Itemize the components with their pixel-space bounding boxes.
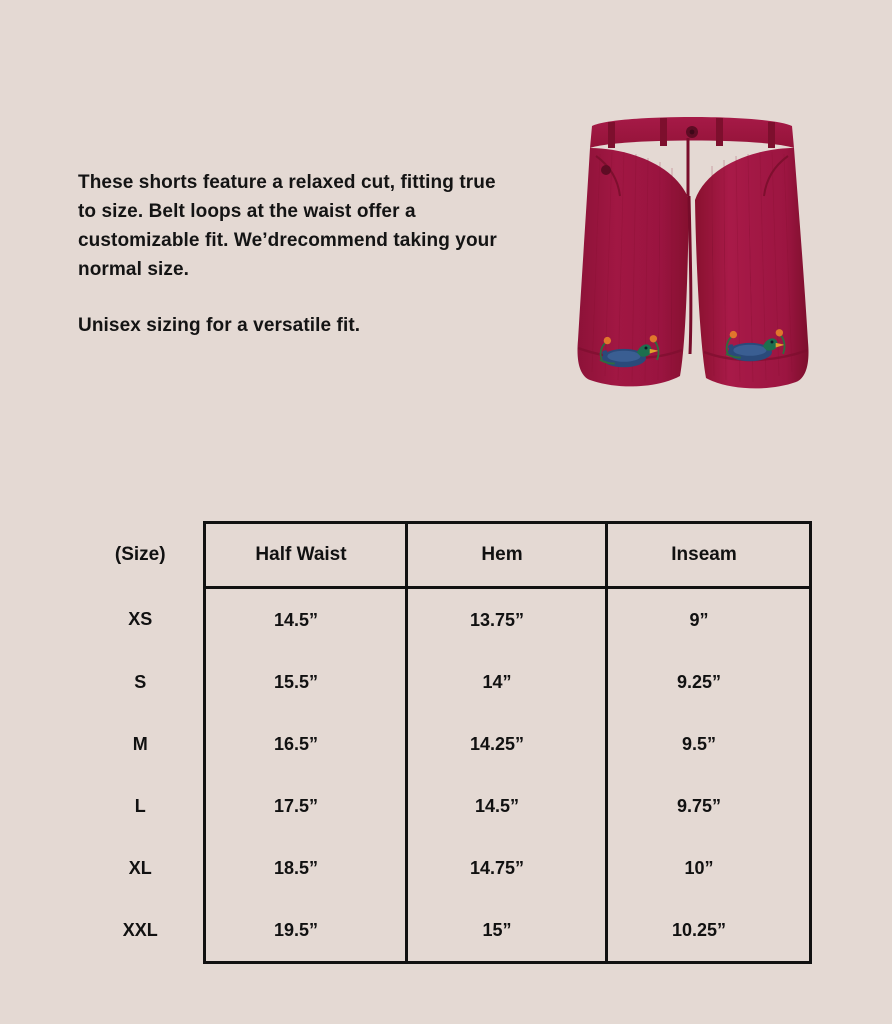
cell-hem: 13.75” xyxy=(406,588,606,652)
cell-size: XS xyxy=(128,608,153,629)
cell-half-waist: 18.5” xyxy=(204,837,406,899)
column-header-half-waist: Half Waist xyxy=(204,523,406,588)
description-paragraph-2: Unisex sizing for a versatile fit. xyxy=(78,315,361,336)
size-chart-table xyxy=(82,521,812,964)
cell-half-waist: 14.5” xyxy=(204,588,406,652)
cell-size: XXL xyxy=(122,920,158,941)
cell-inseam: 10” xyxy=(606,837,810,899)
cell-half-waist: 15.5” xyxy=(204,651,406,713)
cell-hem: 15” xyxy=(406,899,606,963)
cell-size: L xyxy=(134,795,146,816)
cell-inseam: 9.75” xyxy=(606,775,810,837)
size-chart xyxy=(82,521,810,964)
cell-inseam: 9” xyxy=(606,588,810,652)
cell-inseam: 10.25” xyxy=(606,899,810,963)
table-header-row xyxy=(82,523,810,588)
table-row xyxy=(82,899,810,963)
cell-half-waist: 16.5” xyxy=(204,713,406,775)
column-header-hem: Hem xyxy=(406,523,606,588)
cell-hem: 14.75” xyxy=(406,837,606,899)
cell-half-waist: 19.5” xyxy=(204,899,406,963)
column-header-inseam: Inseam xyxy=(606,523,810,588)
cell-inseam: 9.5” xyxy=(606,713,810,775)
table-row xyxy=(82,713,810,775)
cell-hem: 14” xyxy=(406,651,606,713)
cell-size: M xyxy=(132,733,148,754)
column-header-size: (Size) xyxy=(114,544,166,565)
table-row xyxy=(82,837,810,899)
cell-half-waist: 17.5” xyxy=(204,775,406,837)
cell-hem: 14.5” xyxy=(406,775,606,837)
table-row xyxy=(82,775,810,837)
table-row xyxy=(82,588,810,652)
cell-inseam: 9.25” xyxy=(606,651,810,713)
cell-size: S xyxy=(134,671,147,692)
cell-hem: 14.25” xyxy=(406,713,606,775)
cell-size: XL xyxy=(128,857,152,878)
product-image xyxy=(556,104,828,422)
table-row xyxy=(82,651,810,713)
description-paragraph-1: These shorts feature a relaxed cut, fitting true to size. Belt loops at the waist offer a customizable fit. We’drecommend taking your normal size. xyxy=(78,172,497,280)
product-description xyxy=(78,168,508,340)
